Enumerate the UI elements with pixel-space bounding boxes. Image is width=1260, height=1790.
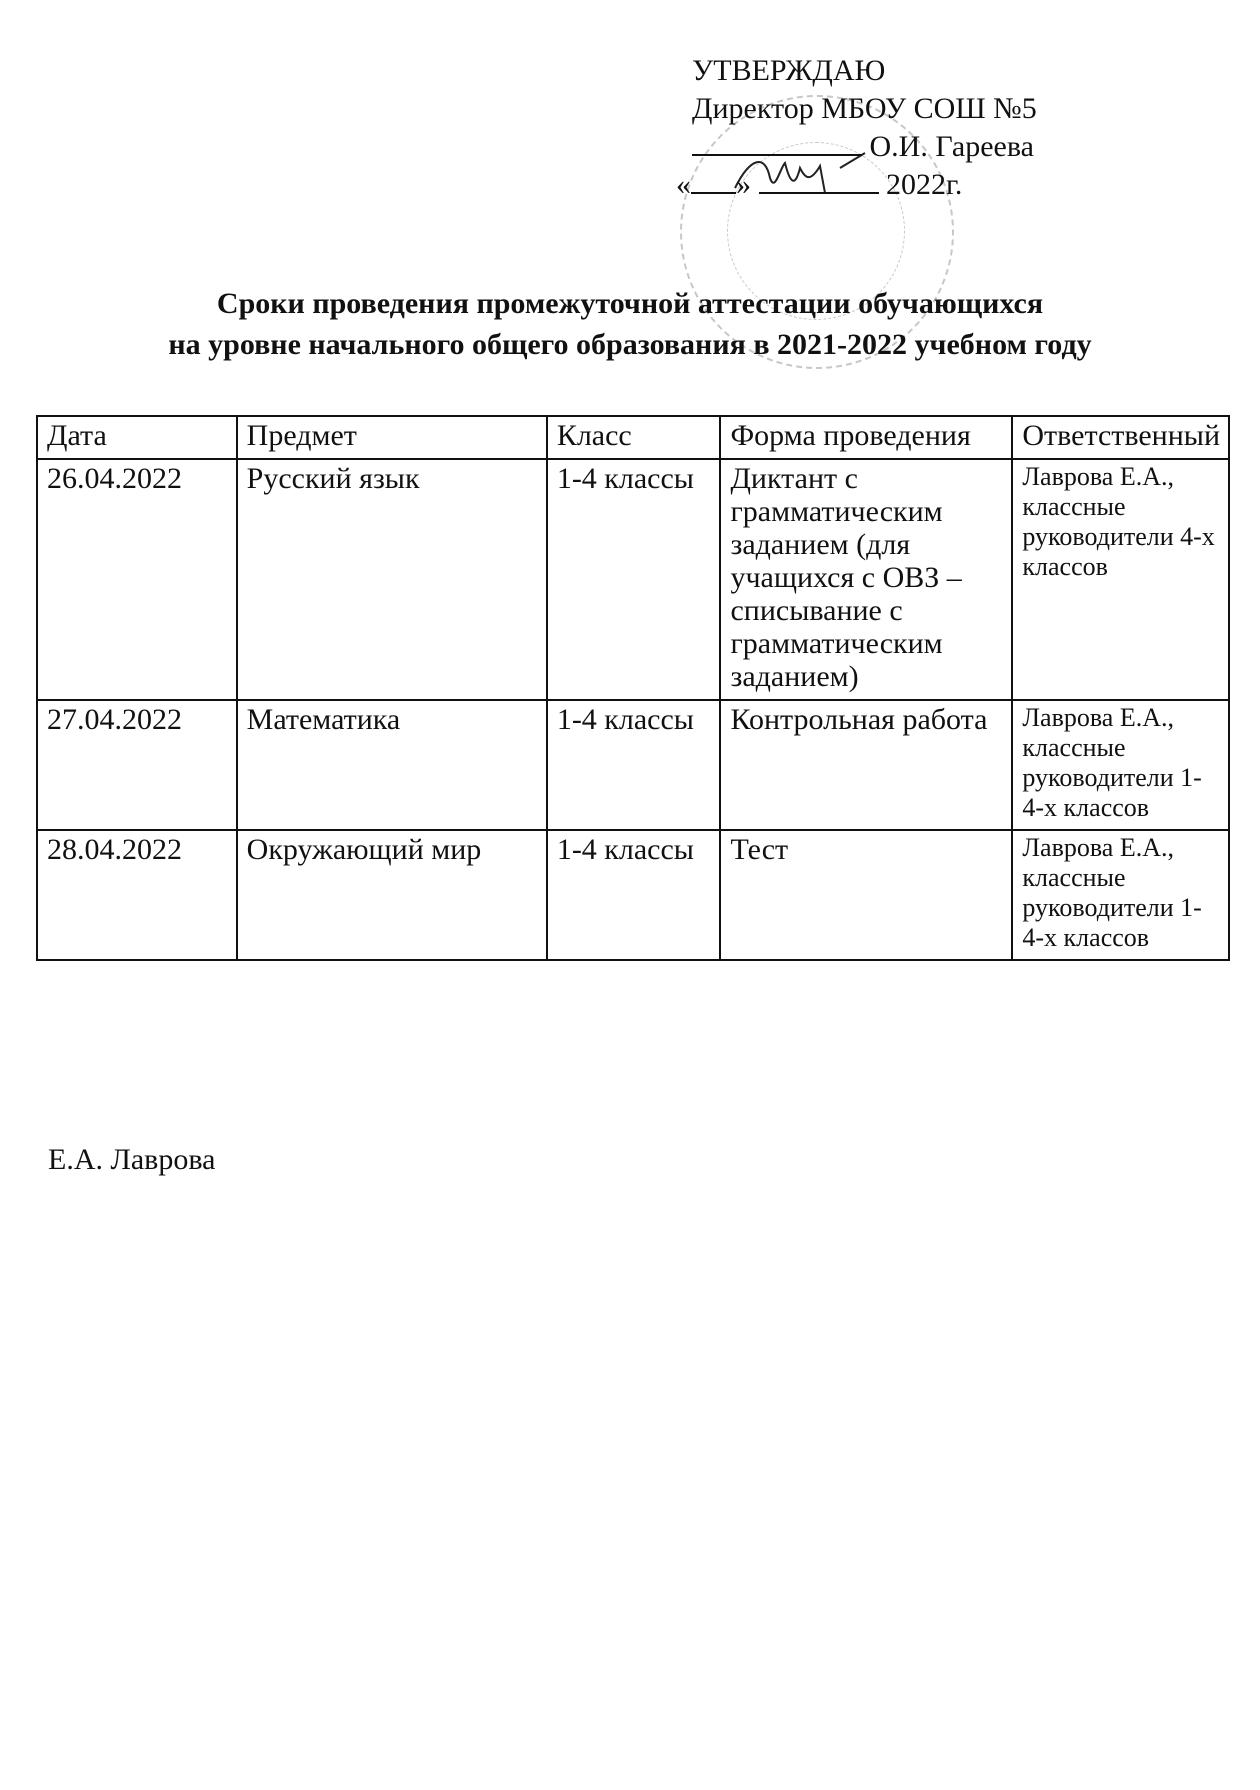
- header-grade: Класс: [547, 416, 721, 459]
- table-row: [37, 700, 1229, 830]
- header-date: Дата: [37, 416, 237, 459]
- cell-date: 28.04.2022: [37, 830, 237, 960]
- document-title: [0, 283, 1260, 365]
- cell-responsible: Лаврова Е.А., классные руководители 1-4-х классов: [1012, 700, 1229, 830]
- cell-form: Контрольная работа: [720, 700, 1012, 830]
- approval-heading: УТВЕРЖДАЮ: [692, 54, 886, 87]
- cell-subject: Окружающий мир: [237, 830, 547, 960]
- approval-position: Директор МБОУ СОШ №5: [692, 92, 1037, 125]
- header-subject: Предмет: [237, 416, 547, 459]
- cell-subject: Русский язык: [237, 459, 547, 700]
- cell-form: Диктант с грамматическим заданием (для учащихся с ОВЗ – списывание с грамматическим заданием): [720, 459, 1012, 700]
- footer-signature-name: Е.А. Лаврова: [48, 1143, 216, 1176]
- cell-date: 26.04.2022: [37, 459, 237, 700]
- cell-responsible: Лаврова Е.А., классные руководители 4-х классов: [1012, 459, 1229, 700]
- cell-grade: 1-4 классы: [547, 830, 721, 960]
- table-row: [37, 459, 1229, 700]
- cell-subject: Математика: [237, 700, 547, 830]
- attestation-schedule-table: [36, 415, 1230, 961]
- cell-grade: 1-4 классы: [547, 459, 721, 700]
- signature-line: [692, 154, 862, 156]
- approval-signatory: О.И. Гареева: [869, 130, 1034, 163]
- cell-date: 27.04.2022: [37, 700, 237, 830]
- approval-signatory-line: [692, 128, 1037, 166]
- day-blank: [691, 192, 736, 194]
- approval-year: 2022г.: [886, 168, 963, 201]
- date-open-quote: «: [676, 168, 691, 201]
- date-close-quote: »: [736, 168, 751, 201]
- approval-block: [676, 52, 1037, 204]
- cell-responsible: Лаврова Е.А., классные руководители 1-4-х классов: [1012, 830, 1229, 960]
- cell-grade: 1-4 классы: [547, 700, 721, 830]
- cell-form: Тест: [720, 830, 1012, 960]
- title-line-2: на уровне начального общего образования в 2021-2022 учебном году: [168, 328, 1092, 361]
- header-form: Форма проведения: [720, 416, 1012, 459]
- table-row: [37, 830, 1229, 960]
- approval-date-line: [676, 166, 1037, 204]
- header-responsible: Ответственный: [1012, 416, 1229, 459]
- month-blank: [759, 192, 879, 194]
- title-line-1: Сроки проведения промежуточной аттестации обучающихся: [216, 287, 1044, 320]
- table-header-row: [37, 416, 1229, 459]
